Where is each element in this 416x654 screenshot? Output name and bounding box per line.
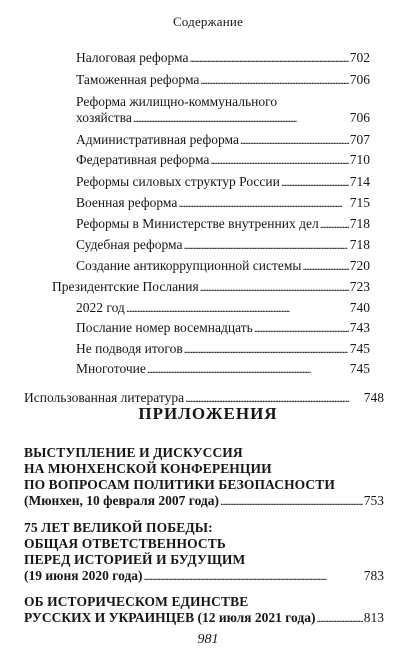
appendix-entry-page: 813 <box>363 610 384 625</box>
toc-entry[interactable] <box>76 110 370 126</box>
toc-entry-label-line1: Реформа жилищно-коммунального <box>76 94 278 109</box>
toc-entry[interactable] <box>76 216 370 232</box>
toc-entry-label: Военная реформа <box>76 195 178 210</box>
appendix-entry-line: (Мюнхен, 10 февраля 2007 года) <box>24 493 219 508</box>
page-number: 981 <box>197 632 219 647</box>
toc-entry-label: Президентские Послания <box>52 279 199 294</box>
toc-entry-page: 740 <box>349 300 370 315</box>
toc-entry-page: 715 <box>349 195 370 210</box>
appendix-entry-page: 783 <box>363 568 384 583</box>
toc-entry-label: Налоговая реформа <box>76 50 189 65</box>
leader-dots <box>133 110 349 126</box>
toc-entry-page: 720 <box>349 258 370 273</box>
toc-entry-label: Судебная реформа <box>76 237 183 252</box>
toc-entry[interactable] <box>76 132 370 148</box>
appendix-entry-line: ОБЩАЯ ОТВЕТСТВЕННОСТЬ <box>24 536 226 551</box>
toc-entry-label: 2022 год <box>76 300 125 315</box>
toc-entry[interactable] <box>76 195 370 211</box>
toc-entry[interactable] <box>76 320 370 336</box>
appendix-entry-line: ПО ВОПРОСАМ ПОЛИТИКИ БЕЗОПАСНОСТИ <box>24 477 335 492</box>
leader-dots <box>320 216 349 232</box>
appendix-entry-line: ОБ ИСТОРИЧЕСКОМ ЕДИНСТВЕ <box>24 594 249 609</box>
toc-entry[interactable] <box>76 72 370 88</box>
toc-entry-label: Таможенная реформа <box>76 72 200 87</box>
toc-entry-label: Послание номер восемнадцать <box>76 320 253 335</box>
toc-entry[interactable] <box>76 258 370 274</box>
appendix-entry-line: ВЫСТУПЛЕНИЕ И ДИСКУССИЯ <box>24 445 243 460</box>
toc-entry[interactable] <box>76 300 370 316</box>
appendix-title: ПРИЛОЖЕНИЯ <box>138 404 278 423</box>
toc-entry[interactable] <box>76 152 370 168</box>
leader-dots <box>254 320 349 336</box>
toc-entry-page: 745 <box>349 341 370 356</box>
toc-entry-label: хозяйства <box>76 110 132 125</box>
toc-entry[interactable] <box>76 361 370 377</box>
leader-dots <box>316 610 362 626</box>
leader-dots <box>126 300 349 316</box>
toc-entry-label: Многоточие <box>76 361 146 376</box>
leader-dots <box>220 493 363 509</box>
toc-entry-page: 707 <box>349 132 370 147</box>
toc-entry-page: 748 <box>363 390 384 405</box>
toc-entry-label: Использованная литература <box>24 390 185 405</box>
toc-entry-page: 714 <box>349 174 370 189</box>
leader-dots <box>178 195 348 211</box>
page-header: Содержание <box>172 14 244 29</box>
toc-entry-label: Создание антикоррупционной системы <box>76 258 302 273</box>
toc-entry[interactable] <box>76 237 370 253</box>
toc-entry-page: 745 <box>349 361 370 376</box>
appendix-entry-line: ПЕРЕД ИСТОРИЕЙ И БУДУЩИМ <box>24 552 246 567</box>
toc-entry-label: Реформы силовых структур России <box>76 174 280 189</box>
toc-entry-page: 743 <box>349 320 370 335</box>
leader-dots <box>144 568 363 584</box>
leader-dots <box>303 258 349 274</box>
toc-entry[interactable] <box>76 50 370 66</box>
toc-entry-page: 718 <box>349 216 370 231</box>
toc-entry-page: 710 <box>349 152 370 167</box>
toc-section-addresses[interactable] <box>52 279 370 295</box>
toc-entry-page: 706 <box>349 110 370 125</box>
leader-dots <box>281 174 349 190</box>
toc-entry-page: 718 <box>349 237 370 252</box>
toc-entry[interactable] <box>76 341 370 357</box>
leader-dots <box>240 132 349 148</box>
toc-entry-label: Реформы в Министерстве внутренних дел <box>76 216 319 231</box>
leader-dots <box>147 361 349 377</box>
leader-dots <box>184 237 349 253</box>
toc-entry-page: 706 <box>349 72 370 87</box>
toc-entry-page: 702 <box>349 50 370 65</box>
toc-entry-label: Не подводя итогов <box>76 341 183 356</box>
appendix-entry-line: (19 июня 2020 года) <box>24 568 143 583</box>
appendix-entry-line: 75 ЛЕТ ВЕЛИКОЙ ПОБЕДЫ: <box>24 520 213 535</box>
appendix-entry-line: РУССКИХ И УКРАИНЦЕВ (12 июля 2021 года) <box>24 610 316 625</box>
leader-dots <box>189 50 348 66</box>
appendix-entry-page: 753 <box>363 493 384 508</box>
toc-entry-label: Федеративная реформа <box>76 152 210 167</box>
toc-entry[interactable] <box>76 174 370 190</box>
leader-dots <box>200 72 348 88</box>
leader-dots <box>184 341 349 357</box>
leader-dots <box>210 152 348 168</box>
appendix-entry-line: НА МЮНХЕНСКОЙ КОНФЕРЕНЦИИ <box>24 461 272 476</box>
toc-entry-label: Административная реформа <box>76 132 239 147</box>
toc-entry-page: 723 <box>349 279 370 294</box>
leader-dots <box>200 279 349 295</box>
